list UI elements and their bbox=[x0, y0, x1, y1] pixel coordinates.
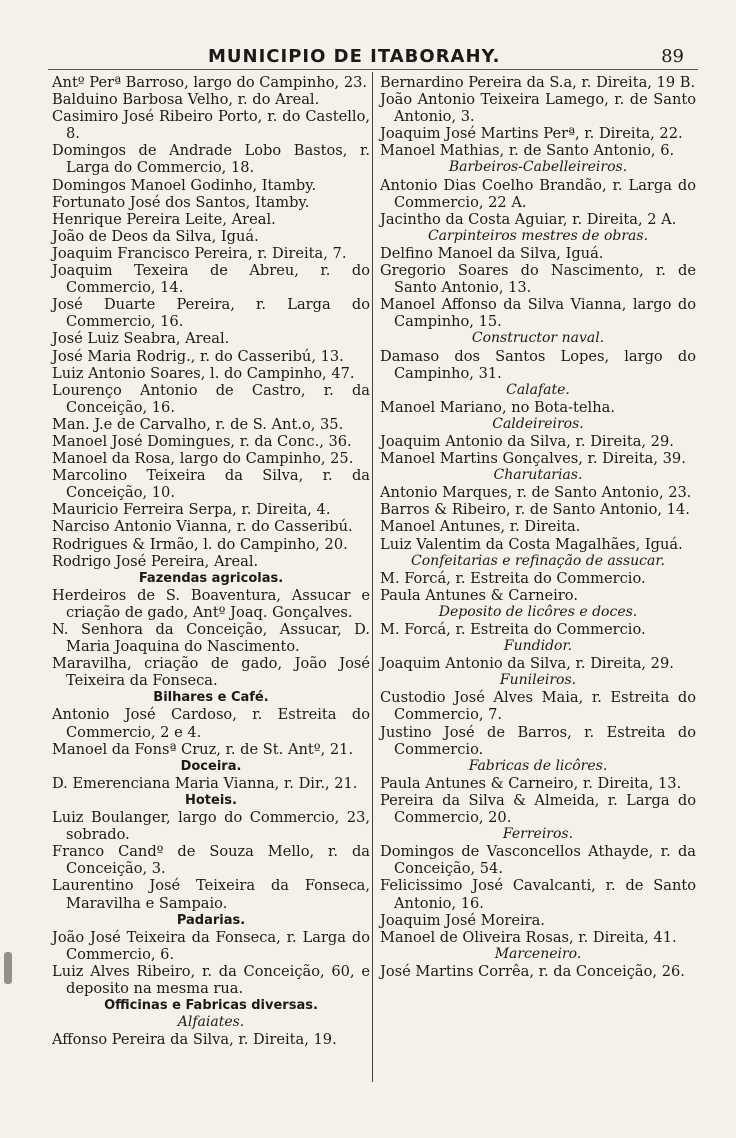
left-directory-entry: Laurentino José Teixeira da Fonseca, Maravilha e Sampaio. bbox=[52, 877, 370, 912]
left-directory-entry: João José Teixeira da Fonseca, r. Larga do Commercio, 6. bbox=[52, 928, 370, 963]
left-section-heading: Officinas e Fabricas diversas. bbox=[104, 998, 318, 1014]
right-directory-entry: Luiz Valentim da Costa Magalhães, Iguá. bbox=[380, 535, 683, 553]
left-directory-entry: Henrique Pereira Leite, Areal. bbox=[52, 210, 276, 228]
left-directory-entry: Antº Perª Barroso, largo do Campinho, 23. bbox=[52, 74, 368, 91]
left-directory-entry: Mauricio Ferreira Serpa, r. Direita, 4. bbox=[52, 501, 331, 519]
left-directory-entry: D. Emerenciana Maria Vianna, r. Dir., 21. bbox=[52, 774, 358, 792]
left-directory-entry: Manoel da Rosa, largo do Campinho, 25. bbox=[52, 450, 354, 468]
right-directory-entry: Pereira da Silva & Almeida, r. Larga do Commercio, 20. bbox=[380, 791, 696, 827]
right-subsection-heading: Funileiros. bbox=[499, 672, 577, 689]
left-section-heading: Fazendas agricolas. bbox=[138, 570, 284, 586]
right-subsection-heading: Barbeiros-Cabelleireiros. bbox=[448, 159, 628, 176]
left-directory-entry: Joaquim Francisco Pereira, r. Direita, 7. bbox=[52, 244, 347, 262]
right-subsection-heading: Deposito de licôres e doces. bbox=[438, 603, 638, 620]
right-directory-entry: Bernardino Pereira da S.a, r. Direita, 19 B. bbox=[380, 74, 696, 91]
left-directory-entry: Manoel José Domingues, r. da Conc., 36. bbox=[52, 432, 352, 450]
right-subsection-heading: Caldeireiros. bbox=[492, 415, 584, 432]
right-subsection-heading: Charutarias. bbox=[493, 467, 583, 484]
right-directory-entry: José Martins Corrêa, r. da Conceição, 26. bbox=[380, 962, 685, 980]
left-directory-entry: Manoel da Fonsª Cruz, r. de St. Antº, 21. bbox=[52, 740, 354, 758]
right-directory-entry: Antonio Marques, r. de Santo Antonio, 23. bbox=[380, 484, 692, 502]
left-directory-entry: Domingos Manoel Godinho, Itamby. bbox=[52, 176, 317, 194]
right-directory-entry: Jacintho da Costa Aguiar, r. Direita, 2 A. bbox=[380, 210, 677, 228]
right-directory-entry: Damaso dos Santos Lopes, largo do Campinho, 31. bbox=[380, 347, 696, 382]
column-divider bbox=[372, 72, 373, 1082]
left-directory-entry: Luiz Boulanger, largo do Commercio, 23, sobrado. bbox=[52, 809, 370, 844]
right-directory-entry: Delfino Manoel da Silva, Iguá. bbox=[380, 244, 604, 262]
left-section-heading: Hoteis. bbox=[185, 792, 237, 808]
header-rule bbox=[48, 69, 698, 70]
right-directory-entry: Manoel Affonso da Silva Vianna, largo do Campinho, 15. bbox=[380, 296, 696, 331]
left-subsection-heading: Alfaiates. bbox=[177, 1014, 245, 1031]
left-directory-entry: Narciso Antonio Vianna, r. do Casseribú. bbox=[52, 518, 353, 536]
left-directory-entry: José Maria Rodrig., r. do Casseribú, 13. bbox=[52, 347, 344, 365]
right-directory-entry: M. Forcá, r. Estreita do Commercio. bbox=[380, 621, 646, 638]
left-directory-entry: José Duarte Pereira, r. Larga do Commercio, 16. bbox=[52, 296, 370, 331]
right-directory-entry: M. Forcá, r. Estreita do Commercio. bbox=[380, 569, 646, 587]
right-subsection-heading: Carpinteiros mestres de obras. bbox=[427, 227, 649, 244]
right-directory-entry: Domingos de Vasconcellos Athayde, r. da Conceição, 54. bbox=[380, 843, 696, 878]
left-directory-entry: Lourenço Antonio de Castro, r. da Conceição, 16. bbox=[52, 381, 370, 416]
left-directory-entry: Fortunato José dos Santos, Itamby. bbox=[52, 193, 310, 211]
left-directory-entry: Herdeiros de S. Boaventura, Assucar e criação de gado, Antº Joaq. Gonçalves. bbox=[52, 586, 370, 621]
left-section-heading: Padarias. bbox=[176, 912, 246, 928]
left-directory-entry: Casimiro José Ribeiro Porto, r. do Castello, 8. bbox=[52, 108, 370, 143]
right-subsection-heading: Calafate. bbox=[506, 381, 570, 398]
right-directory-entry: Paula Antunes & Carneiro, r. Direita, 13. bbox=[380, 774, 682, 792]
right-directory-entry: Joaquim José Moreira. bbox=[380, 911, 545, 929]
left-directory-entry: Balduino Barbosa Velho, r. do Areal. bbox=[52, 91, 320, 109]
left-directory-entry: Luiz Alves Ribeiro, r. da Conceição, 60, e deposito na mesma rua. bbox=[52, 962, 370, 997]
page-title: MUNICIPIO DE ITABORAHY. bbox=[208, 46, 501, 67]
right-directory-entry: Manoel Antunes, r. Direita. bbox=[380, 518, 581, 536]
left-section-heading: Bilhares e Café. bbox=[153, 690, 269, 706]
right-directory-entry: Custodio José Alves Maia, r. Estreita do Commercio, 7. bbox=[380, 689, 696, 724]
left-directory-entry: Luiz Antonio Soares, l. do Campinho, 47. bbox=[52, 364, 355, 382]
left-section-heading: Doceira. bbox=[180, 758, 242, 774]
left-directory-entry: Marcolino Teixeira da Silva, r. da Conceição, 10. bbox=[52, 467, 370, 502]
right-directory-entry: Manoel Mathias, r. de Santo Antonio, 6. bbox=[380, 142, 675, 160]
left-directory-entry: N. Senhora da Conceição, Assucar, D. Maria Joaquina do Nascimento. bbox=[52, 621, 370, 656]
right-subsection-heading: Marceneiro. bbox=[494, 945, 582, 962]
right-directory-entry: Barros & Ribeiro, r. de Santo Antonio, 14. bbox=[380, 501, 690, 519]
right-directory-entry: Gregorio Soares do Nascimento, r. de Santo Antonio, 13. bbox=[380, 262, 696, 297]
left-directory-entry: Affonso Pereira da Silva, r. Direita, 19. bbox=[52, 1031, 337, 1049]
page-number: 89 bbox=[661, 46, 684, 67]
right-subsection-heading: Fundidor. bbox=[503, 638, 573, 655]
left-directory-entry: Joaquim Texeira de Abreu, r. do Commercio, 14. bbox=[52, 262, 370, 297]
right-subsection-heading: Ferreiros. bbox=[502, 826, 574, 843]
left-directory-entry: Rodrigues & Irmão, l. do Campinho, 20. bbox=[52, 535, 348, 553]
right-directory-entry: Manoel de Oliveira Rosas, r. Direita, 41. bbox=[380, 928, 677, 946]
right-subsection-heading: Constructor naval. bbox=[471, 330, 605, 347]
left-directory-entry: Franco Candº de Souza Mello, r. da Conceição, 3. bbox=[52, 843, 370, 878]
right-column bbox=[380, 74, 696, 980]
left-directory-entry: Man. J.e de Carvalho, r. de S. Ant.o, 35. bbox=[52, 415, 344, 433]
left-directory-entry: José Luiz Seabra, Areal. bbox=[52, 330, 230, 348]
left-directory-entry: João de Deos da Silva, Iguá. bbox=[52, 227, 259, 245]
ink-blot-icon bbox=[4, 952, 12, 984]
left-directory-entry: Domingos de Andrade Lobo Bastos, r. Larga do Commercio, 18. bbox=[52, 142, 370, 177]
right-directory-entry: João Antonio Teixeira Lamego, r. de Santo Antonio, 3. bbox=[380, 91, 696, 126]
right-directory-entry: Manoel Martins Gonçalves, r. Direita, 39. bbox=[380, 450, 686, 468]
left-directory-entry: Antonio José Cardoso, r. Estreita do Commercio, 2 e 4. bbox=[52, 706, 370, 741]
right-directory-entry: Joaquim José Martins Perª, r. Direita, 22. bbox=[380, 125, 683, 143]
left-column bbox=[52, 74, 370, 1048]
left-directory-entry: Maravilha, criação de gado, João José Teixeira da Fonseca. bbox=[52, 655, 370, 690]
right-directory-entry: Joaquim Antonio da Silva, r. Direita, 29. bbox=[380, 655, 674, 673]
right-directory-entry: Antonio Dias Coelho Brandão, r. Larga do Commercio, 22 A. bbox=[380, 176, 696, 211]
right-directory-entry: Justino José de Barros, r. Estreita do Commercio. bbox=[380, 723, 696, 758]
page-header bbox=[48, 46, 698, 76]
right-directory-entry: Joaquim Antonio da Silva, r. Direita, 29. bbox=[380, 432, 674, 450]
right-directory-entry: Manoel Mariano, no Bota-telha. bbox=[380, 398, 615, 416]
left-directory-entry: Rodrigo José Pereira, Areal. bbox=[52, 552, 259, 570]
right-directory-entry: Paula Antunes & Carneiro. bbox=[380, 586, 578, 604]
right-directory-entry: Felicissimo José Cavalcanti, r. de Santo Antonio, 16. bbox=[380, 877, 696, 912]
right-subsection-heading: Fabricas de licôres. bbox=[468, 757, 608, 774]
right-subsection-heading: Confeitarias e refinação de assucar. bbox=[411, 552, 665, 569]
